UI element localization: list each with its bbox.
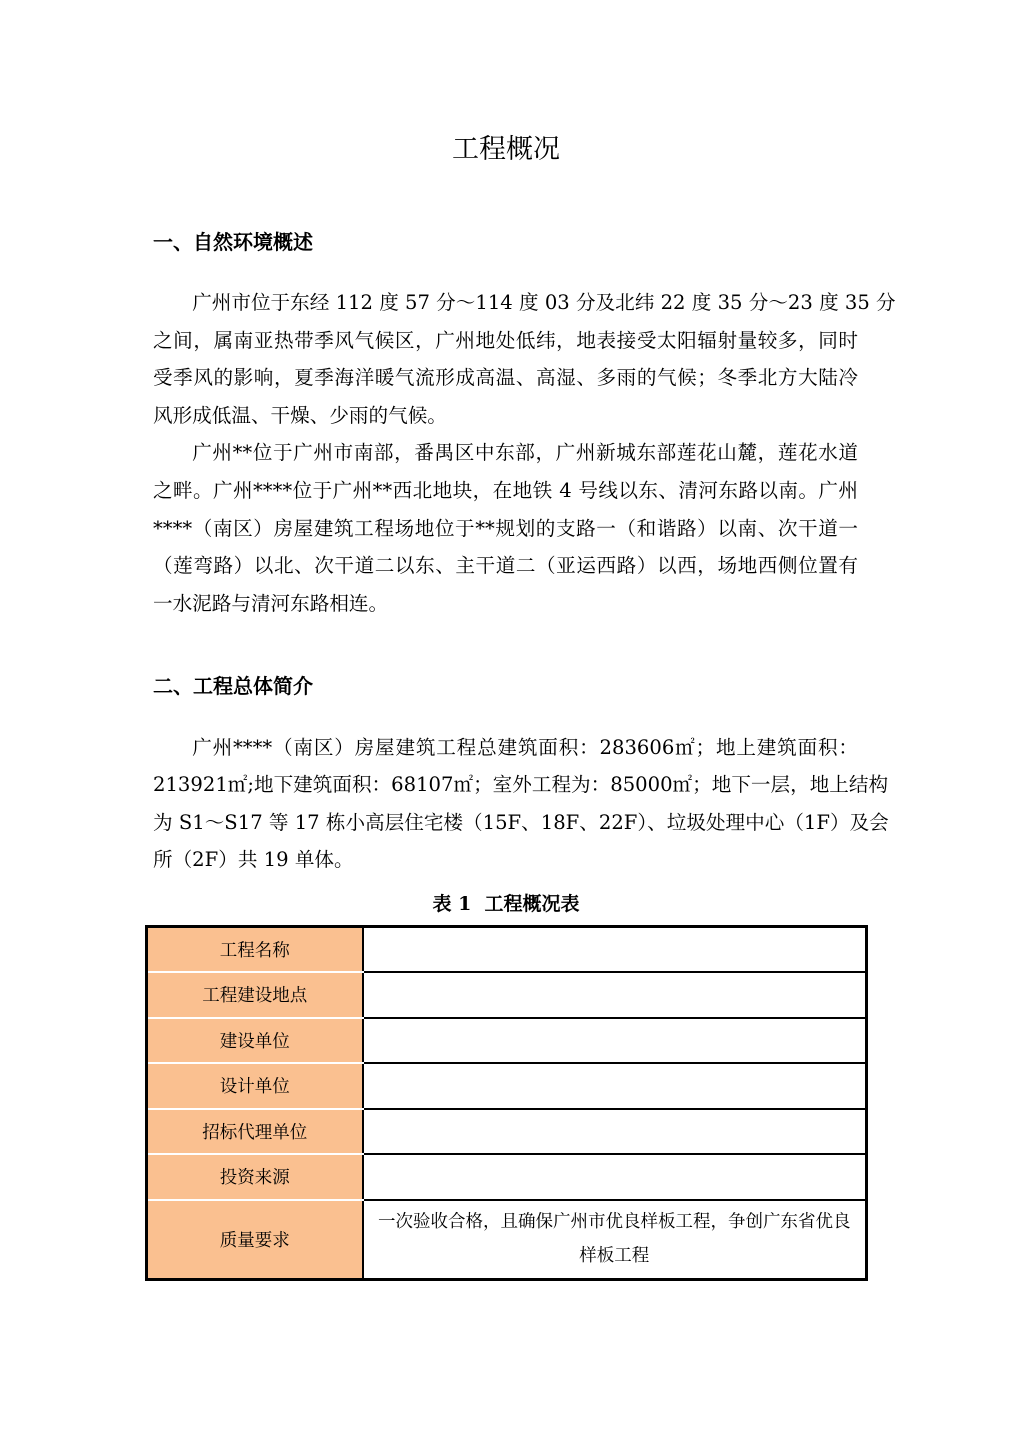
value-developer [363,1018,867,1064]
paragraph-line: 213921㎡;地下建筑面积：68107㎡；室外工程为：85000㎡；地下一层，地上结构 [153,773,889,797]
label-project-location: 工程建设地点 [147,972,363,1018]
section-heading-project-overview: 二、工程总体简介 [153,674,313,698]
paragraph-line: 受季风的影响，夏季海洋暖气流形成高温、高湿、多雨的气候；冬季北方大陆冷 [153,366,858,390]
paragraph-line: 所（2F）共 19 单体。 [153,847,354,871]
value-quality-requirement: 一次验收合格，且确保广州市优良样板工程，争创广东省优良样板工程 [363,1200,867,1280]
label-quality-requirement: 质量要求 [147,1200,363,1280]
table-caption: 表 1 工程概况表 [432,893,580,915]
table-body [147,927,867,1280]
paragraph-line: 风形成低温、干燥、少雨的气候。 [153,403,447,427]
paragraph [153,284,896,434]
paragraph-line: 广州市位于东经 112 度 57 分～114 度 03 分及北纬 22 度 35 分～23 度 35 分 [192,291,896,314]
value-tender-agent [363,1109,867,1155]
paragraph [153,434,858,622]
table-row [147,1109,867,1155]
paragraph-line: （莲弯路）以北、次干道二以东、主干道二（亚运西路）以西，场地西侧位置有 [153,554,858,578]
paragraph-line: 广州****（南区）房屋建筑工程总建筑面积：283606㎡；地上建筑面积： [192,736,858,759]
document-title: 工程概况 [452,134,560,165]
label-investment-source: 投资来源 [147,1154,363,1200]
paragraph-line: 之畔。广州****位于广州**西北地块，在地铁 4 号线以东、清河东路以南。广州 [153,478,858,502]
project-overview-table [145,925,868,1281]
paragraph-line: ****（南区）房屋建筑工程场地位于**规划的支路一（和谐路）以南、次干道一 [153,516,858,540]
paragraph [153,729,889,878]
paragraph-line: 一水泥路与清河东路相连。 [153,591,389,615]
label-project-name: 工程名称 [147,927,363,973]
paragraph-line: 之间，属南亚热带季风气候区，广州地处低纬，地表接受太阳辐射量较多，同时 [153,328,858,352]
section-body-project-overview [153,729,889,878]
paragraph-line: 为 S1～S17 等 17 栋小高层住宅楼（15F、18F、22F）、垃圾处理中心（1F）及会 [153,810,889,834]
value-project-location [363,972,867,1018]
table-row [147,1018,867,1064]
label-designer: 设计单位 [147,1063,363,1109]
table-row [147,927,867,973]
paragraph-line: 广州**位于广州市南部，番禺区中东部，广州新城东部莲花山麓，莲花水道 [192,441,858,465]
value-investment-source [363,1154,867,1200]
table-row [147,1154,867,1200]
section-body-natural-environment [153,284,896,622]
section-heading-natural-environment: 一、自然环境概述 [153,230,313,254]
table-row [147,972,867,1018]
value-designer [363,1063,867,1109]
table-row [147,1063,867,1109]
label-tender-agent: 招标代理单位 [147,1109,363,1155]
value-project-name [363,927,867,973]
label-developer: 建设单位 [147,1018,363,1064]
table-row [147,1200,867,1280]
